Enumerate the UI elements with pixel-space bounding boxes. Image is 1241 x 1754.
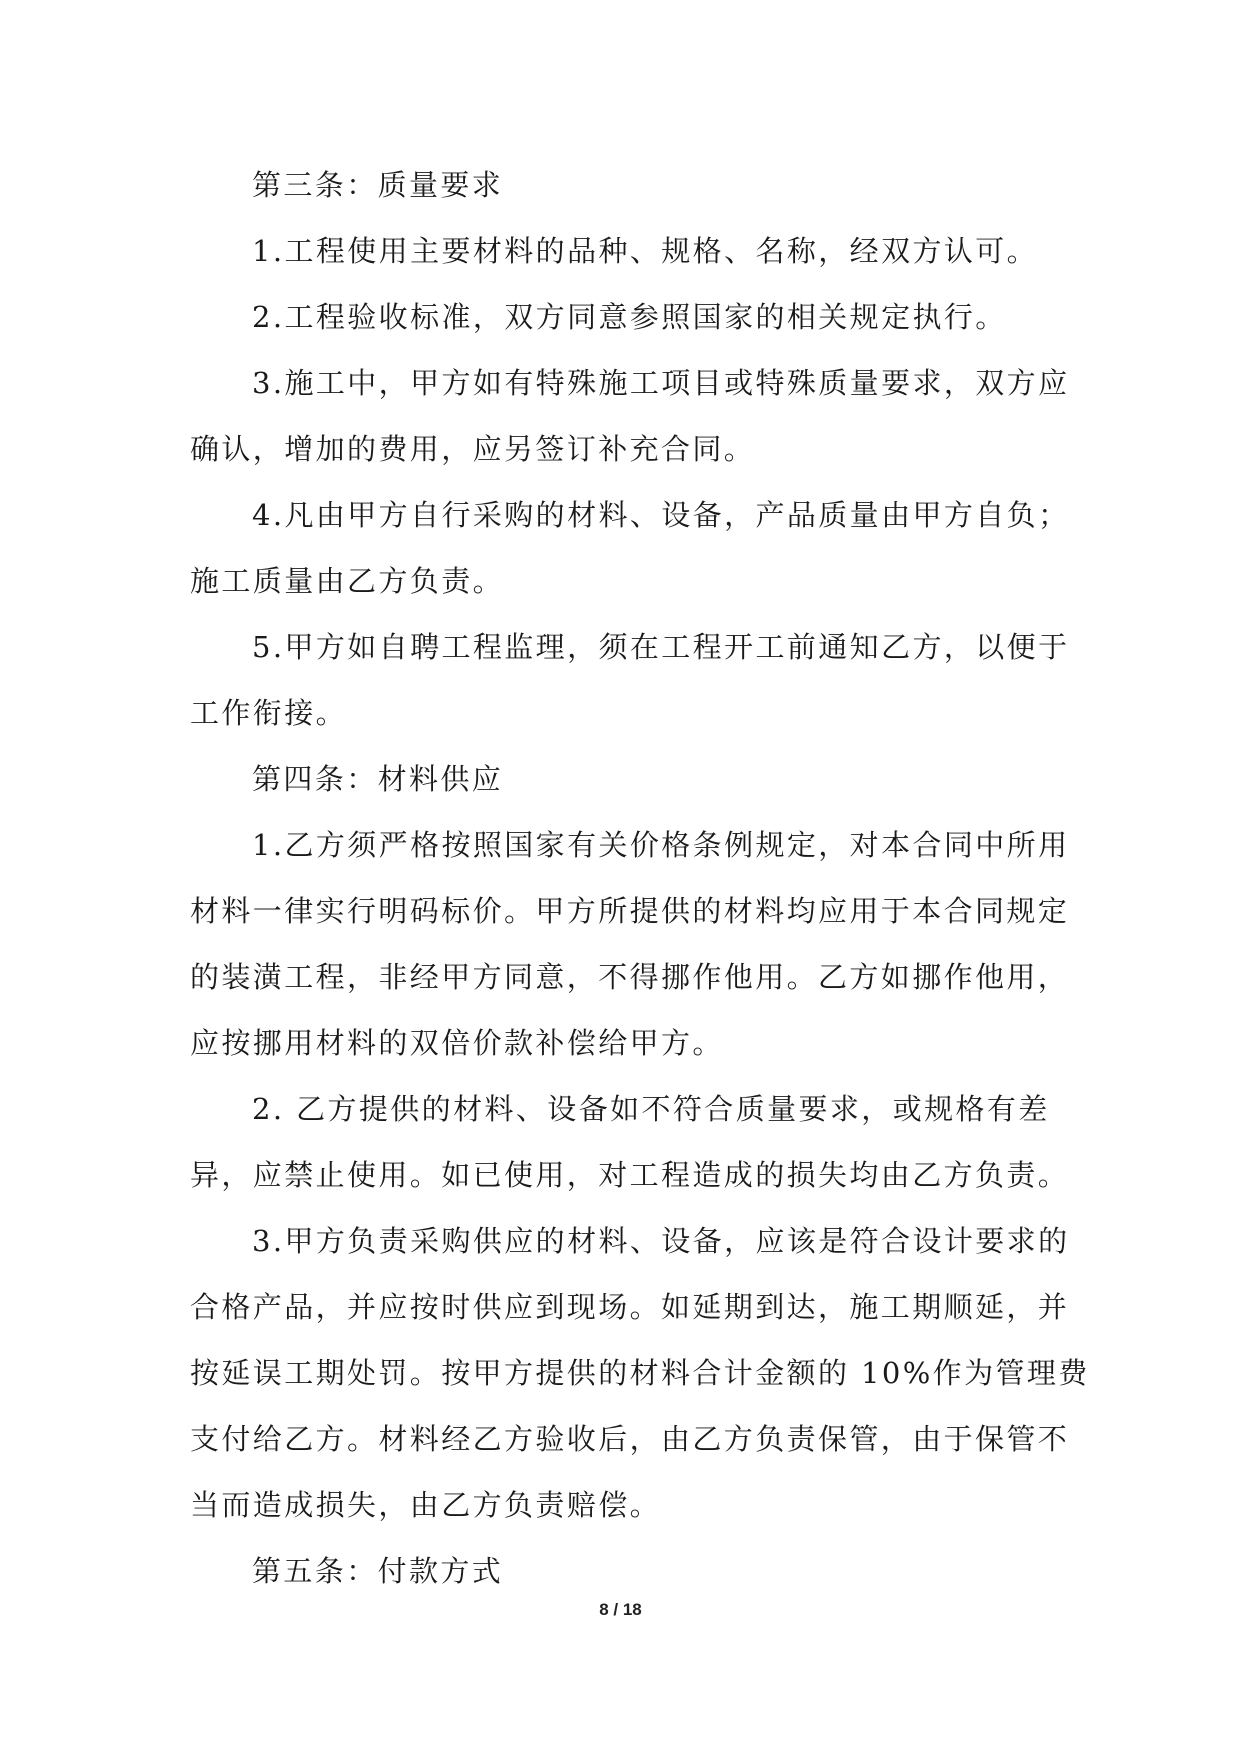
paragraph-line: 异，应禁止使用。如已使用，对工程造成的损失均由乙方负责。	[190, 1158, 1070, 1192]
paragraph-line: 5.甲方如自聘工程监理，须在工程开工前通知乙方，以便于	[252, 630, 1070, 664]
document-body	[190, 152, 1090, 1604]
paragraph-line: 2. 乙方提供的材料、设备如不符合质量要求，或规格有差	[252, 1092, 1050, 1126]
section-heading-5: 第五条：付款方式	[252, 1554, 504, 1588]
paragraph-line: 合格产品，并应按时供应到现场。如延期到达，施工期顺延，并	[190, 1290, 1070, 1324]
section-heading-3: 第三条：质量要求	[252, 168, 504, 202]
paragraph-line: 的装潢工程，非经甲方同意，不得挪作他用。乙方如挪作他用，	[190, 960, 1070, 994]
paragraph-line: 1.乙方须严格按照国家有关价格条例规定，对本合同中所用	[252, 828, 1070, 862]
paragraph-line: 按延误工期处罚。按甲方提供的材料合计金额的 10%作为管理费	[190, 1356, 1090, 1390]
paragraph-line: 材料一律实行明码标价。甲方所提供的材料均应用于本合同规定	[190, 894, 1070, 928]
paragraph-line: 应按挪用材料的双倍价款补偿给甲方。	[190, 1026, 724, 1060]
paragraph-line: 施工质量由乙方负责。	[190, 564, 505, 598]
page-number: 8 / 18	[599, 1600, 642, 1619]
paragraph-line: 1.工程使用主要材料的品种、规格、名称，经双方认可。	[252, 234, 1039, 268]
paragraph-line: 2.工程验收标准，双方同意参照国家的相关规定执行。	[252, 300, 1007, 334]
paragraph-line: 3.甲方负责采购供应的材料、设备，应该是符合设计要求的	[252, 1224, 1070, 1258]
paragraph-line: 3.施工中，甲方如有特殊施工项目或特殊质量要求，双方应	[252, 366, 1070, 400]
paragraph-line: 4.凡由甲方自行采购的材料、设备，产品质量由甲方自负；	[252, 498, 1070, 532]
paragraph-line: 确认，增加的费用，应另签订补充合同。	[190, 432, 756, 466]
section-heading-4: 第四条：材料供应	[252, 762, 504, 796]
paragraph-line: 支付给乙方。材料经乙方验收后，由乙方负责保管，由于保管不	[190, 1422, 1070, 1456]
paragraph-line: 当而造成损失，由乙方负责赔偿。	[190, 1488, 662, 1522]
paragraph-line: 工作衔接。	[190, 696, 348, 730]
